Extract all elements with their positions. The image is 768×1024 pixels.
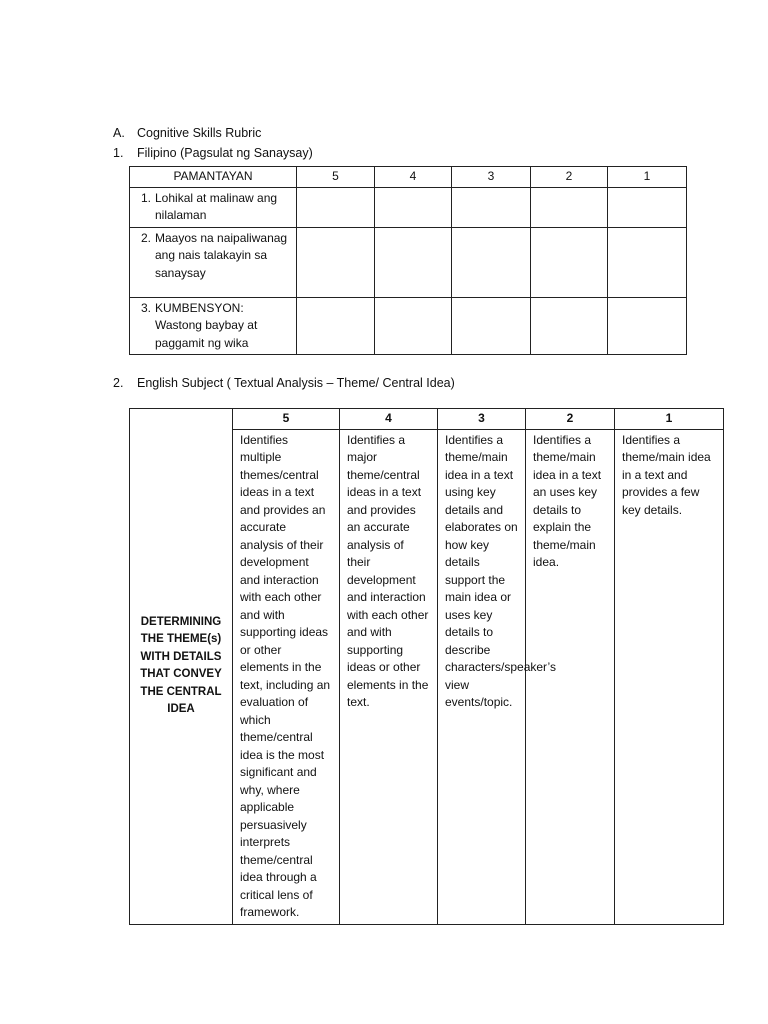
score-cell (531, 227, 608, 297)
item-1-heading (113, 146, 313, 160)
header-score-3: 3 (438, 409, 526, 430)
score-cell (375, 297, 452, 355)
item-1-number: 1. (113, 146, 124, 160)
table-row (130, 297, 687, 355)
descriptor-score-5: Identifies multiple themes/central ideas in a text and provides an accurate analysis of their development and interaction with each other and with supporting ideas or other elements in the text, including an evaluation of which theme/central idea is the most significant and why, where applicable persuasively interprets theme/central idea through a critical lens of framework. (233, 429, 340, 924)
score-cell (375, 227, 452, 297)
item-2-number: 2. (113, 376, 124, 390)
header-score-2: 2 (531, 167, 608, 188)
score-cell (531, 187, 608, 227)
score-cell (375, 187, 452, 227)
descriptor-score-3: Identifies a theme/main idea in a text using key details and elaborates on how key details support the main idea or uses key details to describe characters/speaker’s view events/topic. (438, 429, 526, 924)
criterion-cell (130, 187, 297, 227)
criterion-cell (130, 227, 297, 297)
table-row (130, 187, 687, 227)
score-cell (297, 297, 375, 355)
table-header-row (130, 167, 687, 188)
section-a-title: Cognitive Skills Rubric (137, 126, 262, 140)
criterion-number: 3. (140, 300, 151, 315)
score-cell (608, 227, 687, 297)
descriptor-score-1: Identifies a theme/main idea in a text and provides a few key details. (615, 429, 724, 924)
table-header-row (130, 409, 724, 430)
item-2-heading (113, 376, 455, 390)
section-a-heading (113, 126, 261, 140)
english-rubric-table (129, 408, 724, 925)
score-cell (452, 187, 531, 227)
score-cell (608, 297, 687, 355)
criterion-text: Maayos na naipaliwanag ang nais talakayin sa sanaysay (155, 230, 288, 280)
header-score-4: 4 (375, 167, 452, 188)
header-score-1: 1 (615, 409, 724, 430)
criterion-text: Lohikal at malinaw ang nilalaman (155, 190, 278, 222)
header-score-5: 5 (297, 167, 375, 188)
criterion-cell (130, 297, 297, 355)
score-cell (608, 187, 687, 227)
criterion-number: 1. (140, 190, 151, 205)
header-score-4: 4 (340, 409, 438, 430)
table-row (130, 227, 687, 297)
descriptor-score-4: Identifies a major theme/central ideas in a text and provides an accurate analysis of their development and interaction with each other and with supporting ideas or other elements in the text. (340, 429, 438, 924)
header-score-1: 1 (608, 167, 687, 188)
filipino-rubric-table (129, 166, 687, 355)
score-cell (452, 297, 531, 355)
header-score-3: 3 (452, 167, 531, 188)
score-cell (297, 227, 375, 297)
criterion-number: 2. (140, 230, 151, 245)
score-cell (531, 297, 608, 355)
header-score-5: 5 (233, 409, 340, 430)
header-score-2: 2 (526, 409, 615, 430)
item-1-title: Filipino (Pagsulat ng Sanaysay) (137, 146, 313, 160)
section-a-letter: A. (113, 126, 125, 140)
score-cell (297, 187, 375, 227)
header-pamantayan: PAMANTAYAN (130, 167, 297, 188)
descriptor-score-2: Identifies a theme/main idea in a text an uses key details to explain the theme/main idea. (526, 429, 615, 924)
item-2-title: English Subject ( Textual Analysis – Theme/ Central Idea) (137, 376, 455, 390)
criterion-text: KUMBENSYON: Wastong baybay at paggamit ng wika (155, 300, 258, 350)
score-cell (452, 227, 531, 297)
criterion-label: DETERMINING THE THEME(s) WITH DETAILS THAT CONVEY THE CENTRAL IDEA (130, 409, 233, 925)
